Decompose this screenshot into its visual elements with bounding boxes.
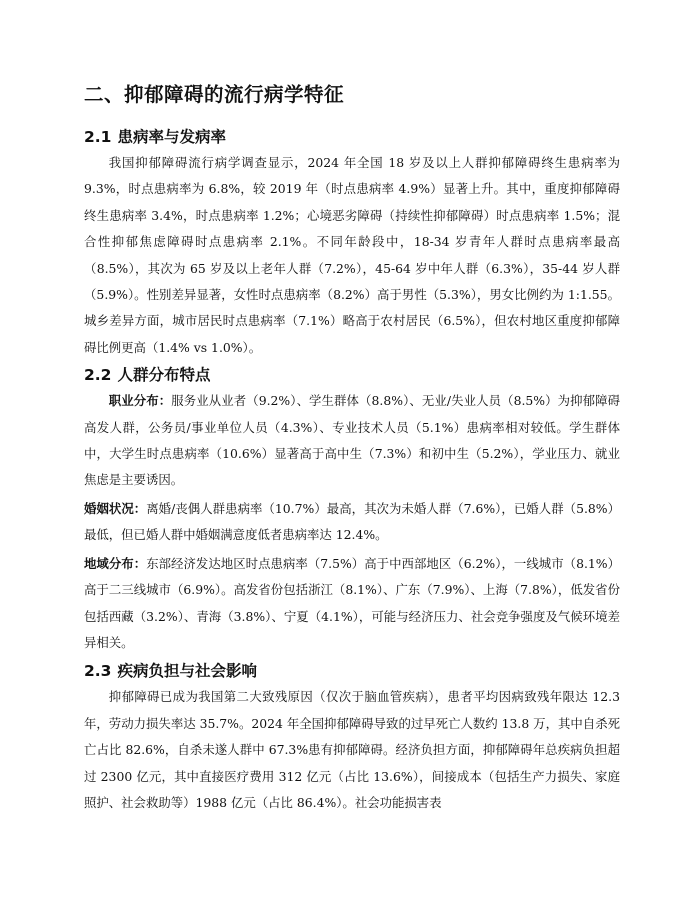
- section-heading: [84, 658, 620, 684]
- occupation-text: 服务业从业者（9.2%）、学生群体（8.8%）、无业/失业人员（8.5%）为抑郁障碍高发人群，公务员/事业单位人员（4.3%）、专业技术人员（5.1%）患病率相对较低。学生群体中，大学生时点患病率（10.6%）显著高于高中生（7.3%）和初中生（5.2%），学业压力、就业焦虑是主要诱因。: [84, 393, 621, 488]
- occupation-label: 职业分布：: [108, 393, 172, 409]
- section-population: [84, 362, 620, 656]
- marital-label: 婚姻状况：: [84, 500, 147, 516]
- section-prevalence: [84, 124, 620, 361]
- section-burden: [84, 658, 620, 816]
- region-label: 地域分布：: [84, 555, 147, 571]
- section-title: 患病率与发病率: [117, 128, 226, 146]
- document-page: [84, 80, 620, 816]
- section-number: 2.2: [84, 366, 112, 385]
- section-number: 2.1: [84, 128, 112, 146]
- section-title: 疾病负担与社会影响: [117, 662, 257, 681]
- chapter-title: 二、抑郁障碍的流行病学特征: [84, 83, 345, 106]
- marital-paragraph: [84, 496, 620, 549]
- section-title: 人群分布特点: [117, 366, 211, 385]
- section-heading: [84, 362, 620, 388]
- section-heading: [84, 124, 620, 150]
- body-paragraph: 我国抑郁障碍流行病学调查显示，2024 年全国 18 岁及以上人群抑郁障碍终生患病率为 9.3%，时点患病率为 6.8%，较 2019 年（时点患病率 4.9%）显著上升。其中，重度抑郁障碍终生患病率 3.4%，时点患病率 1.2%；心境恶劣障碍（持续性抑郁障碍）时点患病率 1.5%；混合性抑郁焦虑障碍时点患病率 2.1%。不同年龄段中，18-34 岁青年人群时点患病率最高（8.5%），其次为 65 岁及以上老年人群（7.2%），45-64 岁中年人群（6.3%），35-44 岁人群（5.9%）。性别差异显著，女性时点患病率（8.2%）高于男性（5.3%），男女比例约为 1:1.55。城乡差异方面，城市居民时点患病率（7.1%）略高于农村居民（6.5%），但农村地区重度抑郁障碍比例更高（1.4% vs 1.0%）。: [84, 155, 620, 355]
- body-paragraph: 抑郁障碍已成为我国第二大致残原因（仅次于脑血管疾病），患者平均因病致残年限达 12.3 年，劳动力损失率达 35.7%。2024 年全国抑郁障碍导致的过早死亡人数约 13.8 万，其中自杀死亡占比 82.6%，自杀未遂人群中 67.3%患有抑郁障碍。经济负担方面，抑郁障碍年总疾病负担超过 2300 亿元，其中直接医疗费用 312 亿元（占比 13.6%），间接成本（包括生产力损失、家庭照护、社会救助等）1988 亿元（占比 86.4%）。社会功能损害表: [84, 689, 620, 810]
- marital-text: 离婚/丧偶人群患病率（10.7%）最高，其次为未婚人群（7.6%），已婚人群（5.8%）最低，但已婚人群中婚姻满意度低者患病率达 12.4%。: [84, 500, 621, 543]
- region-text: 东部经济发达地区时点患病率（7.5%）高于中西部地区（6.2%），一线城市（8.1%）高于二三线城市（6.9%）。高发省份包括浙江（8.1%）、广东（7.9%）、上海（7.8%），低发省份包括西藏（3.2%）、青海（3.8%）、宁夏（4.1%），可能与经济压力、社会竞争强度及气候环境差异相关。: [84, 555, 620, 650]
- occupation-paragraph: [84, 388, 620, 494]
- section-number: 2.3: [84, 662, 112, 681]
- region-paragraph: [84, 551, 620, 657]
